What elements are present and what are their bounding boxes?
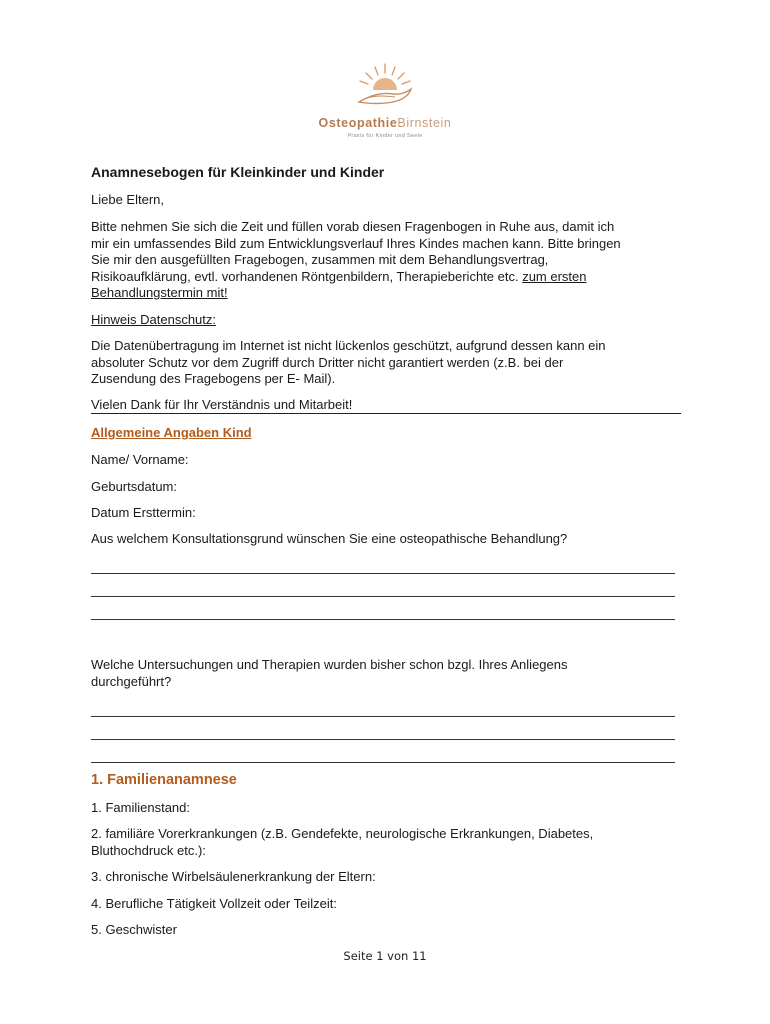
question-exams-line: Welche Untersuchungen und Therapien wurden bisher schon bzgl. Ihres Anliegens <box>91 657 568 672</box>
logo-name <box>0 116 770 130</box>
section-family-heading: 1. Familienanamnese <box>91 772 237 788</box>
question-reason: Aus welchem Konsultationsgrund wünschen Sie eine osteopathische Behandlung? <box>91 531 568 546</box>
answer-line[interactable] <box>91 619 675 620</box>
page-footer: Seite 1 von 11 <box>343 949 427 963</box>
document-title: Anamnesebogen für Kleinkinder und Kinder <box>91 164 385 180</box>
answer-line[interactable] <box>91 573 675 574</box>
logo <box>0 62 770 139</box>
logo-name-light: Birnstein <box>397 116 452 130</box>
answer-line[interactable] <box>91 716 675 717</box>
intro-underlined: Behandlungstermin mit! <box>91 285 228 300</box>
thanks-text: Vielen Dank für Ihr Verständnis und Mitarbeit! <box>91 397 353 412</box>
intro-line: Bitte nehmen Sie sich die Zeit und füllen vorab diesen Fragenbogen in Ruhe aus, damit ich <box>91 219 615 234</box>
privacy-line: absoluter Schutz vor dem Zugriff durch Dritter nicht garantiert werden (z.B. bei der <box>91 354 564 370</box>
answer-line[interactable] <box>91 762 675 763</box>
divider <box>91 413 681 414</box>
field-name-label: Name/ Vorname: <box>91 452 189 467</box>
field-birthdate-label: Geburtsdatum: <box>91 479 177 494</box>
privacy-heading: Hinweis Datenschutz: <box>91 312 216 327</box>
logo-subtitle: Praxis für Kinder und Seele <box>347 133 423 139</box>
intro-underlined: zum ersten <box>522 268 587 284</box>
family-item: 3. chronische Wirbelsäulenerkrankung der Eltern: <box>91 869 376 884</box>
family-item: 2. familiäre Vorerkrankungen (z.B. Gendefekte, neurologische Erkrankungen, Diabetes, <box>91 826 594 841</box>
intro-line <box>91 269 587 286</box>
answer-line[interactable] <box>91 739 675 740</box>
field-first-appointment-label: Datum Ersttermin: <box>91 505 196 520</box>
intro-line: Sie mir den ausgefüllten Fragebogen, zusammen mit dem Behandlungsvertrag, <box>91 252 549 267</box>
greeting: Liebe Eltern, <box>91 192 164 207</box>
answer-line[interactable] <box>91 596 675 597</box>
sunrise-hand-logo-icon <box>345 62 425 108</box>
family-item: 5. Geschwister <box>91 922 177 937</box>
intro-line: mir ein umfassendes Bild zum Entwicklungsverlauf Ihres Kindes machen kann. Bitte bringen <box>91 235 621 251</box>
privacy-line: Die Datenübertragung im Internet ist nicht lückenlos geschützt, aufgrund dessen kann ein <box>91 338 606 353</box>
family-item: Bluthochdruck etc.): <box>91 843 206 858</box>
family-item: 4. Berufliche Tätigkeit Vollzeit oder Teilzeit: <box>91 896 337 911</box>
question-exams-line: durchgeführt? <box>91 673 172 689</box>
section-general-heading: Allgemeine Angaben Kind <box>91 425 252 440</box>
family-item: 1. Familienstand: <box>91 800 190 815</box>
intro-line-text: Risikoaufklärung, evtl. vorhandenen Röntgenbildern, Therapieberichte etc. <box>91 268 523 284</box>
privacy-line: Zusendung des Fragebogens per E- Mail). <box>91 371 336 386</box>
logo-name-bold: Osteopathie <box>318 116 398 130</box>
